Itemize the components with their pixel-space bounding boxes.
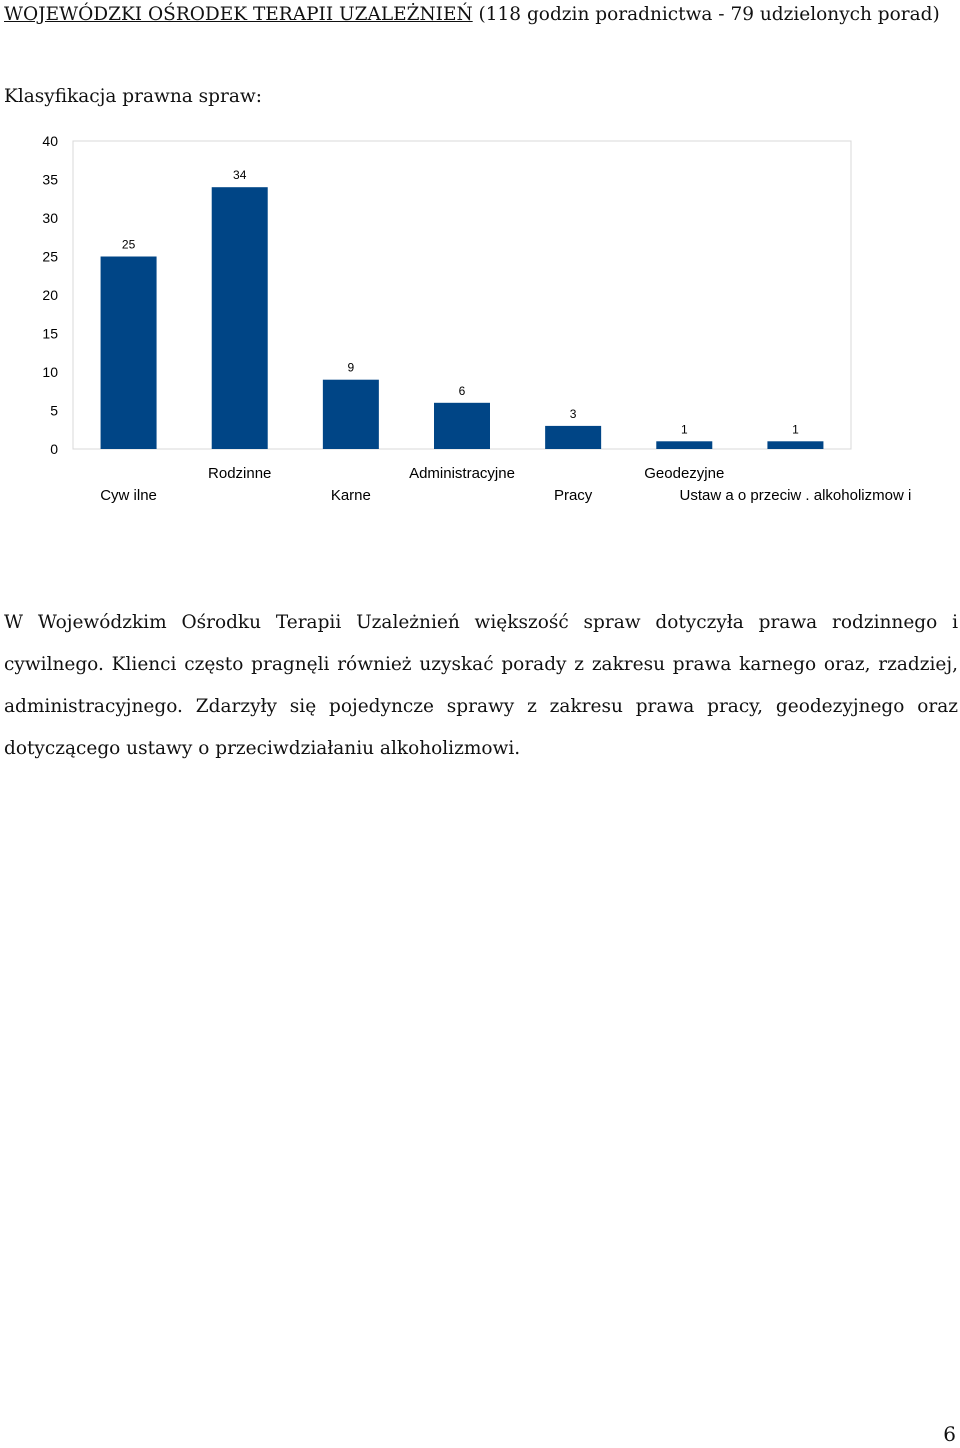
y-tick-label: 10 — [42, 364, 58, 380]
summary-paragraph: W Wojewódzkim Ośrodku Terapii Uzależnień większość spraw dotyczyła prawa rodzinnego i cywilnego. Klienci często pragnęli również uzyskać porady z zakresu prawa karnego oraz, rzadziej, administracyjnego. Zdarzyły się pojedyncze sprawy z zakresu prawa pracy, geodezyjnego oraz dotyczącego ustawy o przeciwdziałaniu alkoholizmowi. — [4, 612, 958, 759]
x-category-label: Karne — [330, 487, 371, 504]
legal-classification-bar-chart — [0, 125, 960, 520]
x-category-label: Administracyjne — [409, 465, 515, 482]
y-tick-label: 5 — [50, 402, 58, 419]
section-heading — [4, 4, 958, 25]
bar-value-label: 9 — [347, 360, 355, 375]
bar — [656, 441, 712, 449]
y-tick-label: 40 — [42, 133, 58, 149]
bar — [434, 403, 490, 449]
bar-value-label: 6 — [458, 383, 466, 398]
bar — [767, 441, 823, 449]
x-category-label: Pracy — [553, 487, 593, 504]
y-tick-label: 25 — [42, 248, 58, 265]
bar-value-label: 34 — [233, 168, 247, 183]
section-heading-detail: (118 godzin poradnictwa - 79 udzielonych porad) — [472, 4, 940, 25]
chart-caption: Klasyfikacja prawna spraw: — [4, 86, 262, 107]
x-category-label: Geodezyjne — [644, 465, 725, 482]
bar-value-label: 1 — [680, 422, 688, 437]
page-number: 6 — [943, 1422, 956, 1446]
bar — [212, 187, 268, 449]
bar — [323, 380, 379, 449]
x-category-label: Ustaw a o przeciw . alkoholizmow i — [679, 487, 912, 504]
y-tick-label: 0 — [50, 441, 58, 457]
y-tick-label: 20 — [42, 287, 58, 303]
bar — [545, 426, 601, 449]
section-heading-main: WOJEWÓDZKI OŚRODEK TERAPII UZALEŻNIEŃ — [4, 4, 473, 25]
bar-value-label: 3 — [569, 406, 577, 421]
bar — [101, 257, 157, 450]
y-tick-label: 30 — [42, 210, 58, 226]
bar-value-label: 1 — [792, 422, 799, 437]
bar-value-label: 25 — [121, 237, 136, 252]
y-tick-label: 35 — [42, 171, 58, 188]
x-category-label: Cyw ilne — [100, 487, 157, 504]
x-category-label: Rodzinne — [208, 465, 272, 482]
y-tick-label: 15 — [42, 325, 58, 342]
